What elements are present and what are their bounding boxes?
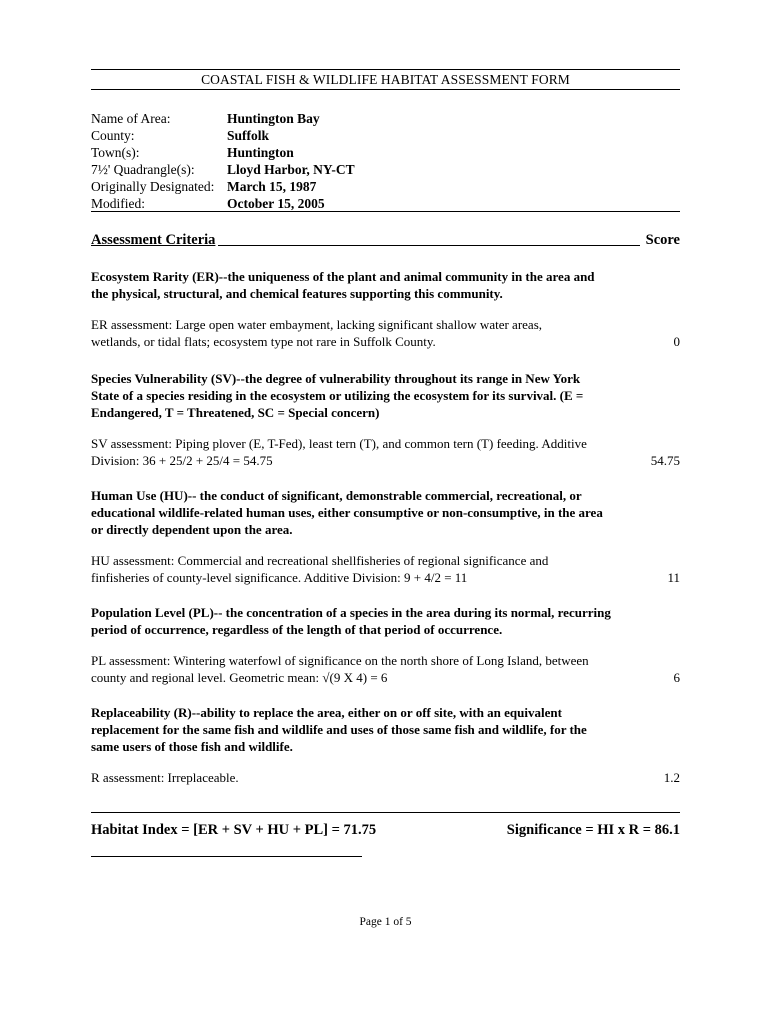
section-score: 11 [667, 570, 680, 585]
section-score: 1.2 [663, 770, 680, 785]
info-row: Town(s): Huntington [91, 145, 294, 160]
section-assessment: ER assessment: Large open water embayment, lacking significant shallow water areas, wetlands, or tidal flats; ecosystem type not rare in Suffolk County. 0 [91, 317, 680, 349]
section-assessment: SV assessment: Piping plover (E, T-Fed), least tern (T), and common tern (T) feeding. Additive Division: 36 + 25/2 + 25/4 = 54.75 54.75 [91, 436, 680, 468]
info-row: 7½' Quadrangle(s): Lloyd Harbor, NY-CT [91, 162, 355, 177]
form-title: COASTAL FISH & WILDLIFE HABITAT ASSESSMENT FORM [201, 72, 570, 87]
info-row: County: Suffolk [91, 128, 270, 143]
habitat-index: Habitat Index = [ER + SV + HU + PL] = 71.75 [91, 822, 377, 838]
section-heading: Ecosystem Rarity (ER)--the uniqueness of the plant and animal community in the area and the physical, structural, and chemical features supporting this community. [91, 269, 595, 301]
info-row: Name of Area: Huntington Bay [91, 111, 320, 126]
section-pl [91, 604, 680, 686]
score-label: Score [645, 232, 680, 248]
section-heading: Human Use (HU)-- the conduct of significant, demonstrable commercial, recreational, or educational wildlife-related human uses, either consumptive or non-consumptive, in the area or directly dependent upon the area. [91, 488, 603, 537]
section-score: 6 [673, 670, 680, 685]
top-rule [91, 69, 680, 70]
criteria-header [91, 232, 680, 249]
section-assessment: R assessment: Irreplaceable. 1.2 [91, 770, 680, 785]
section-er [91, 268, 680, 350]
section-assessment: PL assessment: Wintering waterfowl of significance on the north shore of Long Island, between county and regional level. Geometric mean: √(9 X 4) = 6 6 [91, 653, 680, 685]
section-hu [91, 487, 680, 586]
section-score: 0 [673, 334, 680, 349]
section-heading: Population Level (PL)-- the concentration of a species in the area during its normal, recurring period of occurrence, regardless of the length of that period of occurrence. [91, 605, 611, 637]
info-rule [91, 211, 680, 212]
summary-rule [91, 812, 680, 813]
criteria-label: Assessment Criteria [91, 232, 216, 248]
title-rule [91, 89, 680, 90]
significance: Significance = HI x R = 86.1 [506, 822, 680, 838]
section-heading: Species Vulnerability (SV)--the degree of vulnerability throughout its range in New York State of a species residing in the ecosystem or utilizing the ecosystem for its survival. (E = Endangered, T = Threatened, SC = Special concern) [91, 371, 584, 420]
area-info [91, 110, 355, 212]
section-heading: Replaceability (R)--ability to replace the area, either on or off site, with an equivalent replacement for the same fish and wildlife and uses of those same fish and wildlife, for the same users of those fish and wildlife. [91, 705, 587, 754]
section-assessment: HU assessment: Commercial and recreational shellfisheries of regional significance and finfisheries of county-level significance. Additive Division: 9 + 4/2 = 11 11 [91, 553, 680, 585]
criteria-underline [218, 245, 639, 246]
section-r [91, 704, 680, 786]
habitat-index-underline [91, 856, 362, 857]
section-score: 54.75 [650, 453, 680, 468]
info-row: Modified: October 15, 2005 [91, 196, 325, 211]
section-sv [91, 370, 680, 469]
info-row: Originally Designated: March 15, 1987 [91, 179, 317, 194]
page-footer: Page 1 of 5 [359, 916, 412, 928]
